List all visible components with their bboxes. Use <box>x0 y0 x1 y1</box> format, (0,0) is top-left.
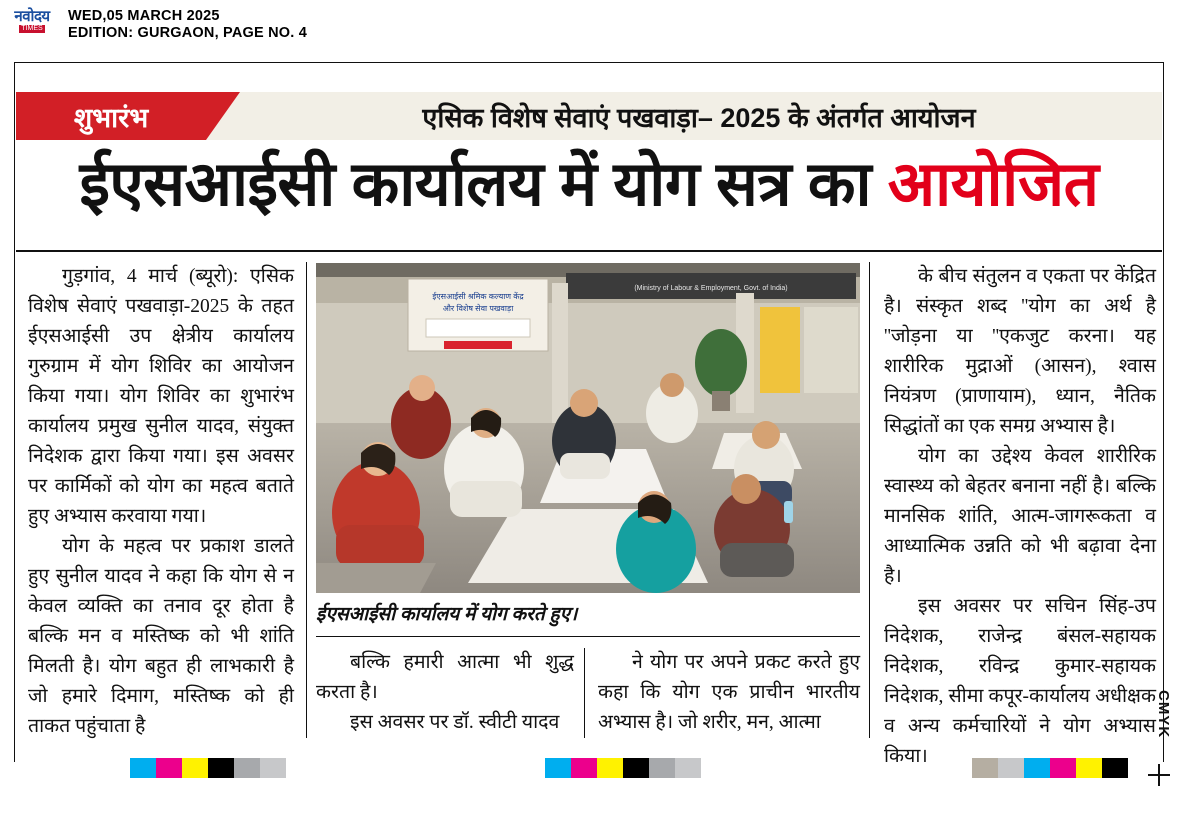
color-swatch <box>571 758 597 778</box>
paragraph: बल्कि हमारी आत्मा भी शुद्ध करता है। <box>316 652 574 703</box>
logo-wordmark: नवोदय <box>14 8 50 25</box>
article-column-3 <box>598 648 860 738</box>
photo-illustration <box>316 263 860 593</box>
color-swatch <box>623 758 649 778</box>
page-title <box>16 150 1162 220</box>
photo-caption: ईएसआईसी कार्यालय में योग करते हुए। <box>316 604 578 625</box>
masthead-info <box>68 8 307 42</box>
kicker-band <box>16 92 1162 140</box>
headline-red: आयोजित <box>887 150 1099 219</box>
paragraph: ने योग पर अपने प्रकट करते हुए कहा कि योग एक प्राचीन भारतीय अभ्यास है। जो शरीर, मन, आत्मा <box>598 652 860 733</box>
column-divider-1 <box>306 262 307 738</box>
logo-subtitle: TIMES <box>21 25 43 32</box>
masthead <box>0 0 1178 62</box>
edition-line: EDITION: GURGAON, PAGE NO. 4 <box>68 25 307 41</box>
headline-black: ईएसआईसी कार्यालय में योग सत्र का <box>79 150 888 219</box>
color-swatch <box>998 758 1024 778</box>
paragraph: गुड़गांव, 4 मार्च (ब्यूरो): एसिक विशेष सेवाएं पखवाड़ा-2025 के तहत ईएसआईसी उप क्षेत्रीय कार्यालय गुरुग्राम में योग शिविर का आयोजन किया गया। योग शिविर का शुभारंभ कार्यालय प्रमुख सुनील यादव, संयुक्त निदेशक द्वारा किया गया। इस अवसर पर कार्मिकों को योग का महत्व बताते हुए अभ्यास करवाया गया। <box>28 266 294 527</box>
color-bar-left <box>130 758 286 778</box>
column-divider-3 <box>584 648 585 738</box>
color-swatch <box>208 758 234 778</box>
paragraph: के बीच संतुलन व एकता पर केंद्रित है। संस्कृत शब्द ''योग का अर्थ है ''जोड़ना या ''एकजुट करना। यह शारीरिक मुद्राओं (आसन), श्वास नियंत्रण (प्राणायाम), ध्यान, नैतिक सिद्धांतों का एक समग्र अभ्यास है। <box>884 266 1156 437</box>
column-divider-2 <box>869 262 870 738</box>
cmyk-label: CMYK <box>1155 690 1172 739</box>
caption-divider <box>316 636 860 637</box>
color-swatch <box>182 758 208 778</box>
newspaper-logo <box>6 8 58 34</box>
color-swatch <box>260 758 286 778</box>
color-swatch <box>234 758 260 778</box>
color-swatch <box>649 758 675 778</box>
paragraph: योग का उद्देश्य केवल शारीरिक स्वास्थ्य को बेहतर बनाना नहीं है। बल्कि मानसिक शांति, आत्म-जागरूकता व आध्यात्मिक उन्नति को भी बढ़ावा देना है। <box>884 446 1156 587</box>
color-swatch <box>545 758 571 778</box>
color-swatch <box>1050 758 1076 778</box>
color-swatch <box>130 758 156 778</box>
article-photo <box>316 263 860 593</box>
color-swatch <box>1024 758 1050 778</box>
paragraph: इस अवसर पर सचिन सिंह-उप निदेशक, राजेन्द्र बंसल-सहायक निदेशक, रविन्द्र कुमार-सहायक निदेशक, सीमा कपूर-कार्यालय अधीक्षक व अन्य कर्मचारियों ने योग अभ्यास किया। <box>884 596 1156 767</box>
paragraph: इस अवसर पर डॉ. स्वीटी यादव <box>350 712 560 733</box>
headline-divider <box>16 250 1162 252</box>
kicker-tag: शुभारंभ <box>16 92 206 140</box>
color-swatch <box>675 758 701 778</box>
article-column-1 <box>28 262 294 742</box>
color-swatch <box>1102 758 1128 778</box>
paragraph: योग के महत्व पर प्रकाश डालते हुए सुनील यादव ने कहा कि योग से न केवल व्यक्ति का तनाव दूर होता है बल्कि मन व मस्तिष्क को भी शांति मिलती है। योग बहुत ही लाभकारी है जो हमारे दिमाग, मस्तिष्क को ही ताकत पहुंचाता है <box>28 536 294 737</box>
color-bar-right <box>972 758 1128 778</box>
svg-text:ईएसआईसी श्रमिक कल्याण केंद्र: ईएसआईसी श्रमिक कल्याण केंद्र <box>432 292 524 301</box>
color-swatch <box>597 758 623 778</box>
kicker-text: एसिक विशेष सेवाएं पखवाड़ा– 2025 के अंतर्गत आयोजन <box>206 92 1162 140</box>
article-column-4 <box>884 262 1156 772</box>
registration-mark <box>1148 764 1170 786</box>
color-swatch <box>1076 758 1102 778</box>
svg-text:और विशेष सेवा पखवाड़ा: और विशेष सेवा पखवाड़ा <box>442 304 514 313</box>
svg-text:(Ministry of Labour & Employme: (Ministry of Labour & Employment, Govt. of India) <box>634 285 788 292</box>
color-swatch <box>156 758 182 778</box>
article-column-2 <box>316 648 574 738</box>
color-bar-middle <box>545 758 701 778</box>
color-swatch <box>972 758 998 778</box>
date-line: WED,05 MARCH 2025 <box>68 8 220 24</box>
